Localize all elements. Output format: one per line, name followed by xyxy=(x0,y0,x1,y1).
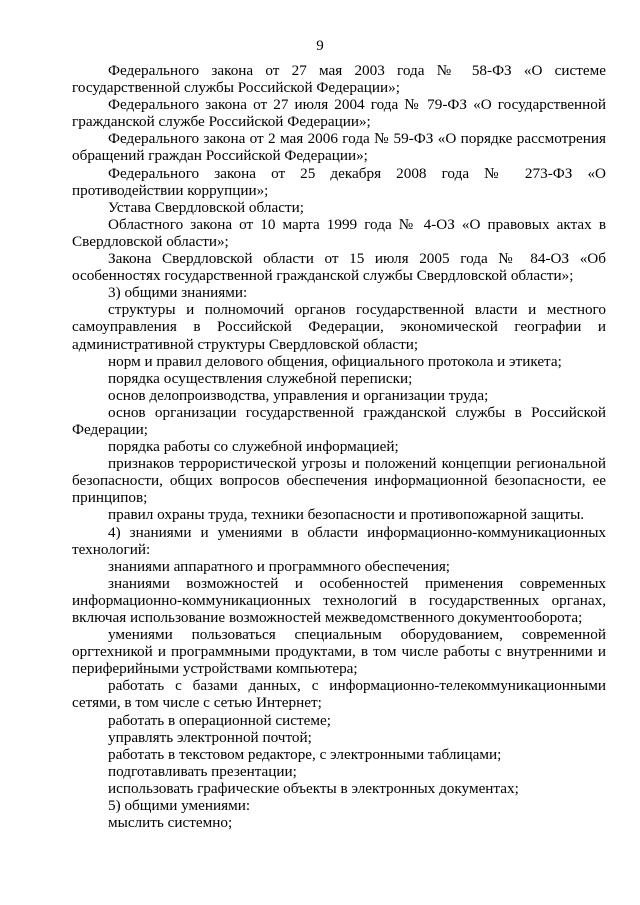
paragraph: структуры и полномочий органов государственной власти и местного самоуправления в Российской Федерации, экономической географии и административной структуры Свердловской области; xyxy=(72,301,606,353)
paragraph: основ делопроизводства, управления и организации труда; xyxy=(108,386,489,404)
paragraph: знаниями возможностей и особенностей применения современных информационно-коммуникационных технологий в государственных органах, включая использование возможностей межведомственного документооборота; xyxy=(72,574,606,626)
paragraph: подготавливать презентации; xyxy=(108,762,297,780)
paragraph: основ организации государственной гражданской службы в Российской Федерации; xyxy=(72,403,606,438)
paragraph: Федерального закона от 27 июля 2004 года № 79-ФЗ «О государственной гражданской службе Российской Федерации»; xyxy=(72,96,606,131)
paragraph: работать в операционной системе; xyxy=(108,711,331,729)
paragraph: знаниями аппаратного и программного обеспечения; xyxy=(108,557,451,575)
section-heading: 5) общими умениями: xyxy=(108,797,251,815)
page-number: 9 xyxy=(316,38,324,54)
paragraph: Закона Свердловской области от 15 июля 2005 года № 84-ОЗ «Об особенностях государственной гражданской службы Свердловской области»; xyxy=(72,250,606,285)
paragraph: правил охраны труда, техники безопасности и противопожарной защиты. xyxy=(108,506,585,524)
section-heading: 4) знаниями и умениями в области информационно-коммуникационных технологий: xyxy=(72,523,606,558)
paragraph: порядка осуществления служебной переписки; xyxy=(108,369,413,387)
paragraph: порядка работы со служебной информацией; xyxy=(108,438,399,456)
paragraph: мыслить системно; xyxy=(108,814,233,832)
paragraph: Федерального закона от 27 мая 2003 года № 58-ФЗ «О системе государственной службы Российской Федерации»; xyxy=(72,62,606,97)
paragraph: Федерального закона от 25 декабря 2008 года № 273-ФЗ «О противодействии коррупции»; xyxy=(72,164,606,199)
paragraph: управлять электронной почтой; xyxy=(108,728,312,746)
paragraph: Устава Свердловской области; xyxy=(108,198,304,216)
paragraph: Областного закона от 10 марта 1999 года № 4-ОЗ «О правовых актах в Свердловской области»; xyxy=(72,215,606,250)
document-body xyxy=(72,62,606,831)
paragraph: норм и правил делового общения, официального протокола и этикета; xyxy=(108,352,562,370)
paragraph: признаков террористической угрозы и положений концепции региональной безопасности, общих вопросов обеспечения информационной безопасности, ее принципов; xyxy=(72,455,606,507)
paragraph: использовать графические объекты в электронных документах; xyxy=(108,779,519,797)
paragraph: умениями пользоваться специальным оборудованием, современной оргтехникой и программными продуктами, в том числе работы с внутренними и периферийными устройствами компьютера; xyxy=(72,626,606,678)
section-heading: 3) общими знаниями: xyxy=(108,284,248,302)
paragraph: работать в текстовом редакторе, с электронными таблицами; xyxy=(108,745,502,763)
paragraph: работать с базами данных, с информационно-телекоммуникационными сетями, в том числе с сетью Интернет; xyxy=(72,677,606,712)
paragraph: Федерального закона от 2 мая 2006 года № 59-ФЗ «О порядке рассмотрения обращений граждан Российской Федерации»; xyxy=(72,130,606,165)
